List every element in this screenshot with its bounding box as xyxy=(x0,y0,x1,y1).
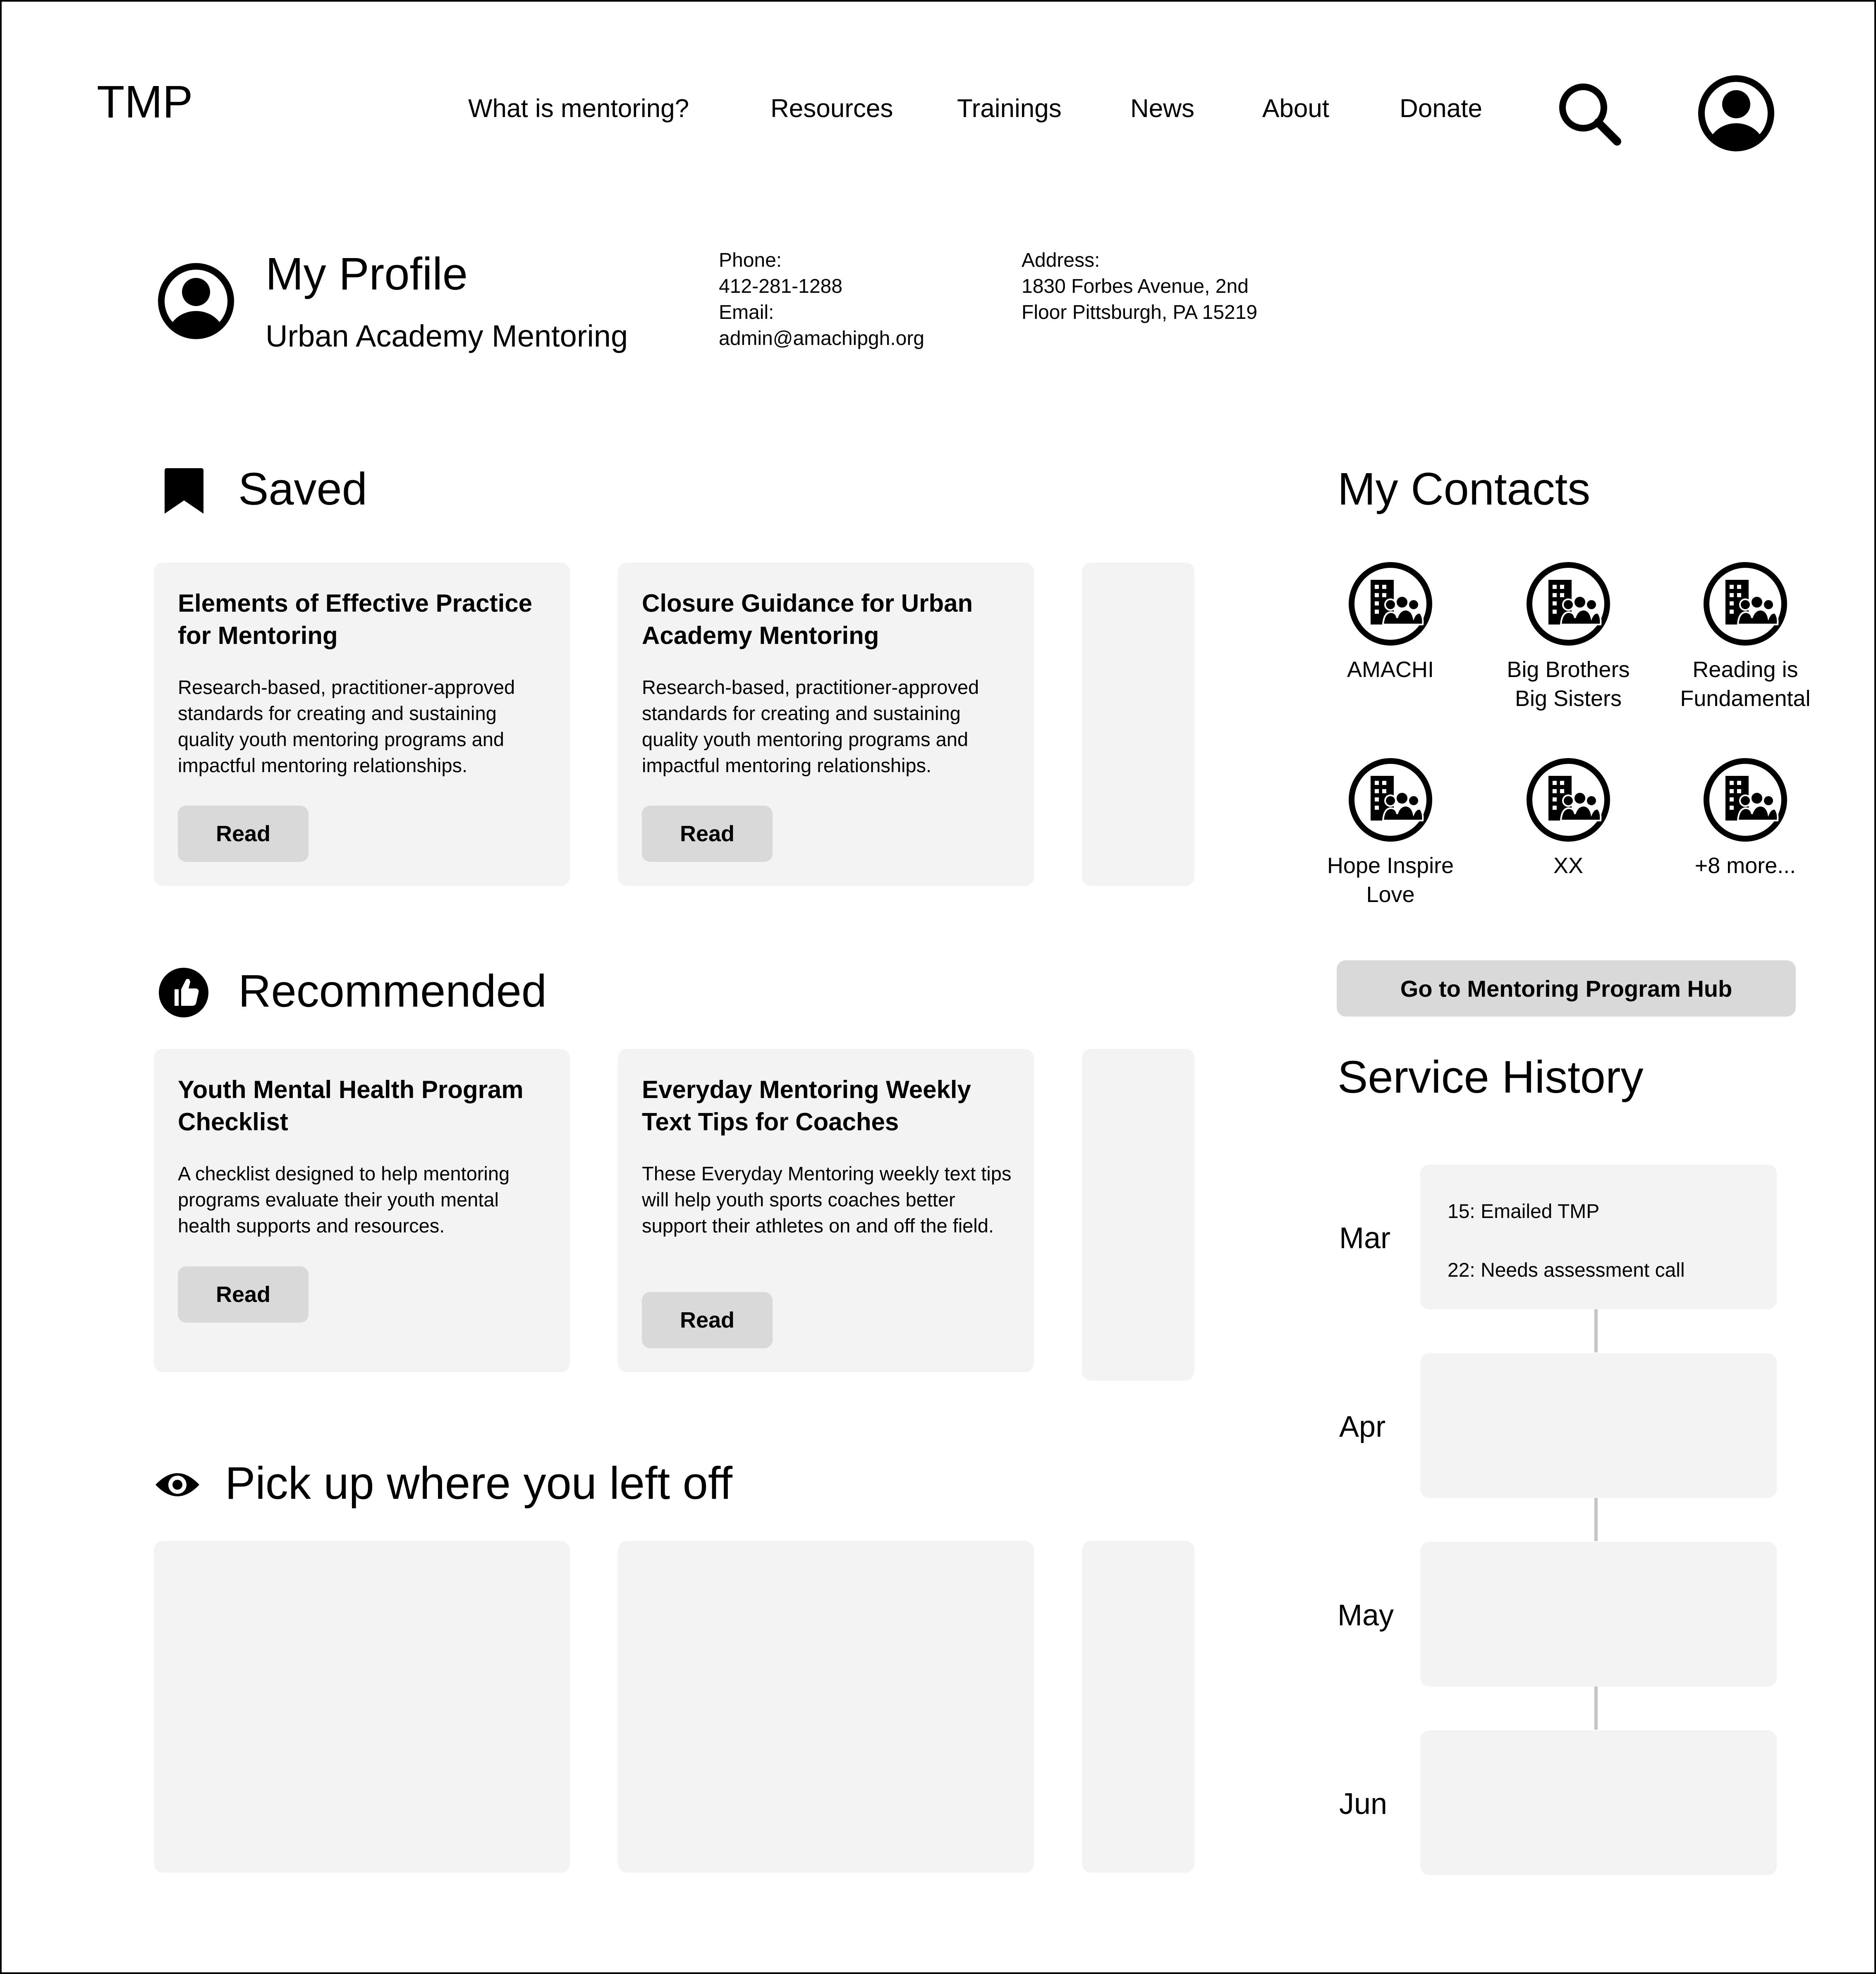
thumbs-up-icon xyxy=(156,965,211,1020)
mentoring-program-hub-button[interactable]: Go to Mentoring Program Hub xyxy=(1337,960,1796,1017)
recommended-heading: Recommended xyxy=(238,966,547,1017)
timeline-connector xyxy=(1594,1498,1598,1541)
contact-item[interactable] xyxy=(1658,562,1832,713)
phone-value: 412-281-1288 xyxy=(719,275,842,297)
contact-info xyxy=(719,247,924,352)
search-icon[interactable] xyxy=(1556,80,1622,146)
email-value: admin@amachipgh.org xyxy=(719,328,924,349)
service-history-heading: Service History xyxy=(1338,1052,1644,1103)
contact-label: Reading is Fundamental xyxy=(1680,657,1811,711)
history-box-april[interactable] xyxy=(1420,1353,1777,1498)
eye-icon xyxy=(155,1469,200,1500)
timeline-connector xyxy=(1594,1309,1598,1352)
card-title[interactable]: Closure Guidance for Urban Academy Mentoring xyxy=(642,589,973,649)
card-title[interactable]: Everyday Mentoring Weekly Text Tips for Coaches xyxy=(642,1076,971,1136)
organization-icon xyxy=(1703,758,1787,842)
email-label: Email: xyxy=(719,301,774,323)
address-line-1: 1830 Forbes Avenue, 2nd xyxy=(1022,275,1249,297)
recommended-card xyxy=(154,1049,570,1372)
recommended-card-partial[interactable] xyxy=(1082,1049,1194,1381)
card-title[interactable]: Youth Mental Health Program Checklist xyxy=(178,1076,524,1136)
history-box-march[interactable] xyxy=(1420,1165,1777,1309)
nav-donate[interactable]: Donate xyxy=(1400,94,1482,123)
nav-what-is-mentoring[interactable]: What is mentoring? xyxy=(468,94,689,123)
month-label: Apr xyxy=(1339,1410,1386,1443)
history-box-may[interactable] xyxy=(1420,1542,1777,1687)
nav-resources[interactable]: Resources xyxy=(770,94,893,123)
phone-label: Phone: xyxy=(719,249,782,271)
nav-trainings[interactable]: Trainings xyxy=(957,94,1062,123)
contact-label: +8 more... xyxy=(1694,853,1796,878)
nav-news[interactable]: News xyxy=(1130,94,1195,123)
organization-icon xyxy=(1348,758,1433,842)
month-label: Mar xyxy=(1339,1222,1390,1255)
history-entry: 15: Emailed TMP xyxy=(1448,1201,1600,1223)
recent-item-card[interactable] xyxy=(154,1541,570,1873)
contact-label: Big Brothers Big Sisters xyxy=(1507,657,1630,711)
card-title[interactable]: Elements of Effective Practice for Mentoring xyxy=(178,589,533,649)
history-entry: 22: Needs assessment call xyxy=(1448,1259,1685,1281)
organization-icon xyxy=(1526,562,1610,646)
address-line-2: Floor Pittsburgh, PA 15219 xyxy=(1022,301,1258,323)
contact-label: AMACHI xyxy=(1347,657,1434,682)
month-label: Jun xyxy=(1339,1787,1388,1821)
contact-label: XX xyxy=(1553,853,1584,878)
timeline-connector xyxy=(1594,1687,1598,1730)
contact-item[interactable] xyxy=(1304,758,1477,909)
contact-item[interactable] xyxy=(1304,562,1477,684)
contact-label: Hope Inspire Love xyxy=(1327,853,1454,907)
profile-avatar-icon xyxy=(158,263,234,339)
saved-card xyxy=(154,562,570,886)
recommended-card xyxy=(618,1049,1034,1372)
address-info xyxy=(1022,247,1257,325)
contact-item[interactable] xyxy=(1658,758,1832,880)
saved-card xyxy=(618,562,1034,886)
card-description: Research-based, practitioner-approved standards for creating and sustaining quality youth mentoring programs and impactful mentoring relationships. xyxy=(642,676,979,776)
profile-organization: Urban Academy Mentoring xyxy=(266,319,628,353)
contacts-heading: My Contacts xyxy=(1338,464,1591,514)
organization-icon xyxy=(1348,562,1433,646)
saved-heading: Saved xyxy=(238,464,367,514)
organization-icon xyxy=(1526,758,1610,842)
read-button[interactable]: Read xyxy=(642,806,773,862)
recent-item-card[interactable] xyxy=(618,1541,1034,1873)
organization-icon xyxy=(1703,562,1787,646)
pickup-heading: Pick up where you left off xyxy=(225,1458,732,1509)
recent-item-card-partial[interactable] xyxy=(1082,1541,1194,1873)
address-label: Address: xyxy=(1022,249,1100,271)
month-label: May xyxy=(1338,1599,1394,1632)
card-description: A checklist designed to help mentoring programs evaluate their youth mental health supports and resources. xyxy=(178,1163,510,1237)
nav-about[interactable]: About xyxy=(1262,94,1330,123)
card-description: Research-based, practitioner-approved standards for creating and sustaining quality youth mentoring programs and impactful mentoring relationships. xyxy=(178,676,515,776)
contact-item[interactable] xyxy=(1481,562,1655,713)
history-box-june[interactable] xyxy=(1420,1730,1777,1875)
profile-title: My Profile xyxy=(266,249,468,299)
read-button[interactable]: Read xyxy=(178,806,309,862)
card-description: These Everyday Mentoring weekly text tips will help youth sports coaches better support their athletes on and off the field. xyxy=(642,1163,1012,1237)
read-button[interactable]: Read xyxy=(178,1266,309,1323)
saved-card-partial[interactable] xyxy=(1082,562,1194,886)
contact-item[interactable] xyxy=(1481,758,1655,880)
site-logo[interactable]: TMP xyxy=(97,77,193,127)
bookmark-icon xyxy=(165,468,203,514)
read-button[interactable]: Read xyxy=(642,1292,773,1348)
user-account-icon[interactable] xyxy=(1698,75,1774,151)
